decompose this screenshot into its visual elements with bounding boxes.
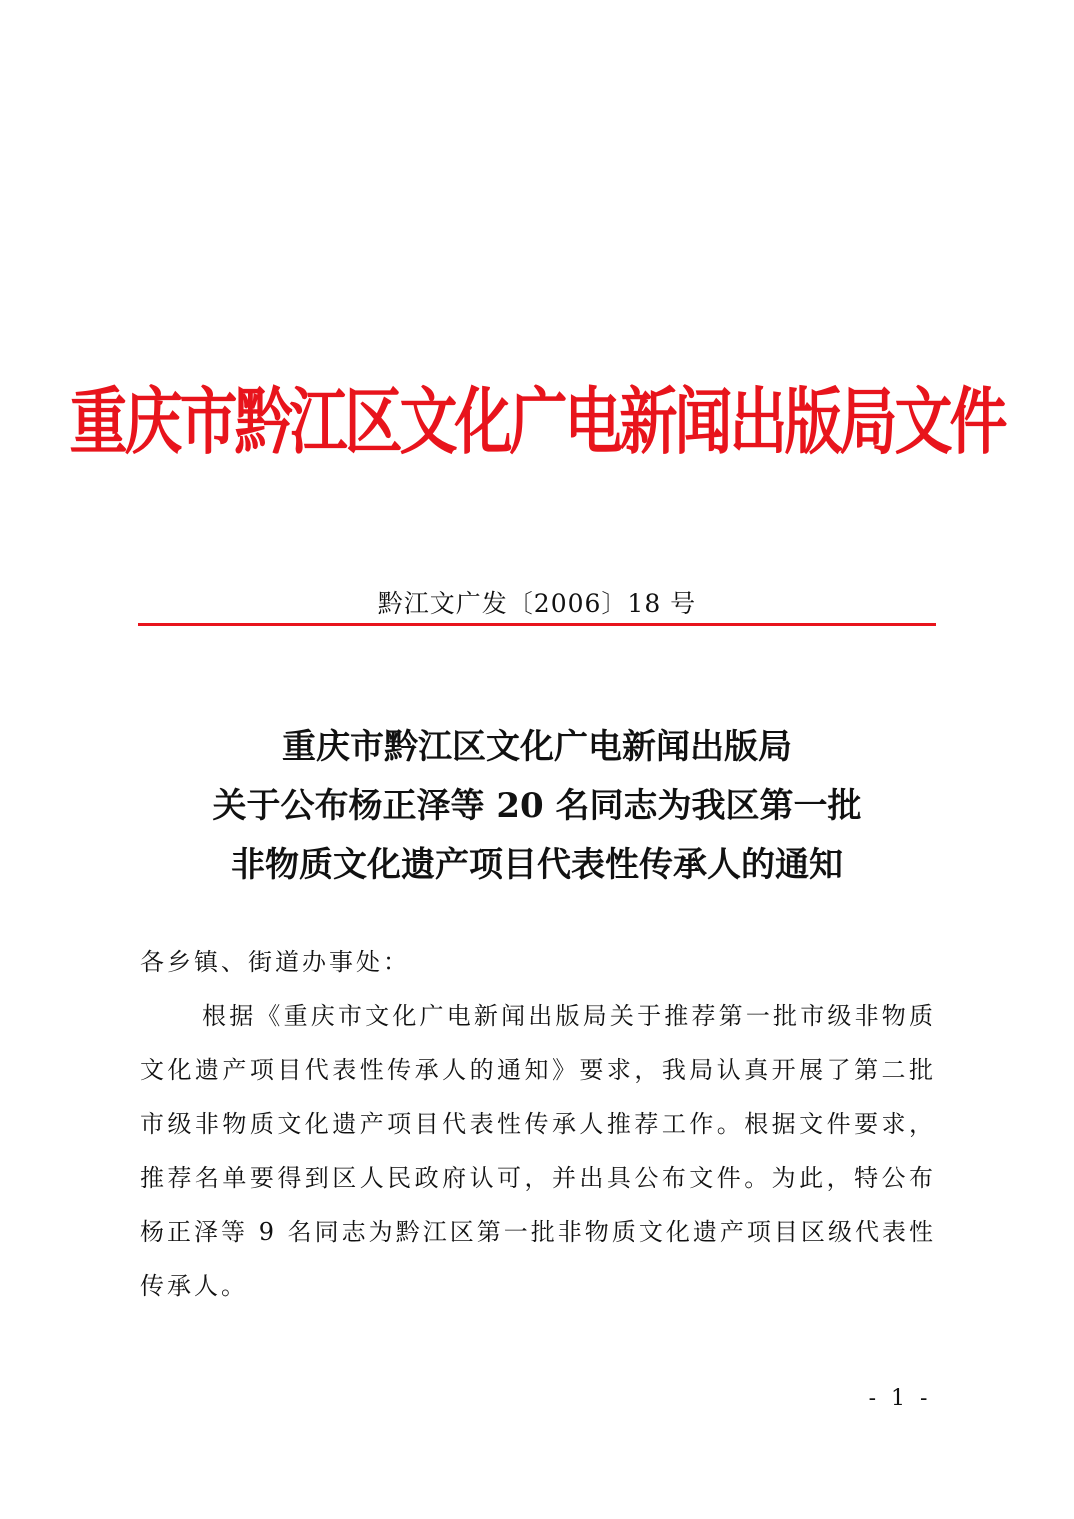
title-line-2: 关于公布杨正泽等 20 名同志为我区第一批 xyxy=(212,786,862,826)
body-paragraph-1: 根据《重庆市文化广电新闻出版局关于推荐第一批市级非物质文化遗产项目代表性传承人的通知》要求，我局认真开展了第二批市级非物质文化遗产项目代表性传承人推荐工作。根据文件要求，推荐名单要得到区人民政府认可，并出具公布文件。为此，特公布杨正泽等 9 名同志为黔江区第一批非物质文化遗产项目区级代表性传承人。 xyxy=(140,1002,936,1300)
title-line-1: 重庆市黔江区文化广电新闻出版局 xyxy=(282,727,792,767)
title-line-3: 非物质文化遗产项目代表性传承人的通知 xyxy=(231,845,843,885)
document-number: 黔江文广发〔2006〕18 号 xyxy=(377,589,697,618)
page-number: - 1 - xyxy=(868,1386,932,1411)
masthead-title: 重庆市黔江区文化广电新闻出版局文件 xyxy=(69,379,1005,465)
notice-title xyxy=(0,718,1074,895)
body-text xyxy=(140,935,936,1313)
red-divider-rule xyxy=(138,623,936,626)
salutation: 各乡镇、街道办事处： xyxy=(140,948,410,976)
